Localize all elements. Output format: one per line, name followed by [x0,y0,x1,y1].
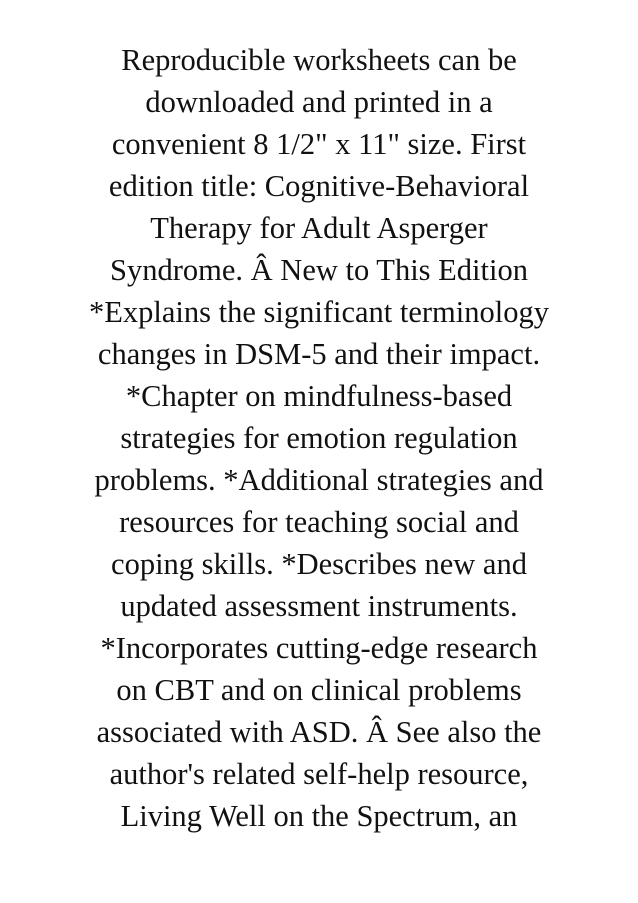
description-paragraph [0,39,638,837]
text-line: edition title: Cognitive-Behavioral [108,169,530,203]
text-line: downloaded and printed in a [145,85,493,119]
text-line: coping skills. *Describes new and [111,547,527,581]
text-line: Living Well on the Spectrum, an [120,799,518,833]
text-line: problems. *Additional strategies and [94,463,544,497]
text-line: *Incorporates cutting-edge research [100,631,538,665]
text-line: changes in DSM-5 and their impact. [97,337,541,371]
text-line: Syndrome. Â New to This Edition [110,253,528,287]
text-line: Reproducible worksheets can be [121,43,517,77]
text-line: strategies for emotion regulation [120,421,518,455]
text-line: resources for teaching social and [119,505,519,539]
text-line: *Explains the significant terminology [89,295,549,329]
text-line: Therapy for Adult Asperger [150,211,488,245]
text-line: on CBT and on clinical problems [116,673,522,707]
text-line: updated assessment instruments. [120,589,518,623]
text-line: author's related self-help resource, [109,757,529,791]
text-line: convenient 8 1/2" x 11" size. First [111,127,527,161]
text-line: associated with ASD. Â See also the [96,715,542,749]
text-line: *Chapter on mindfulness-based [125,379,513,413]
